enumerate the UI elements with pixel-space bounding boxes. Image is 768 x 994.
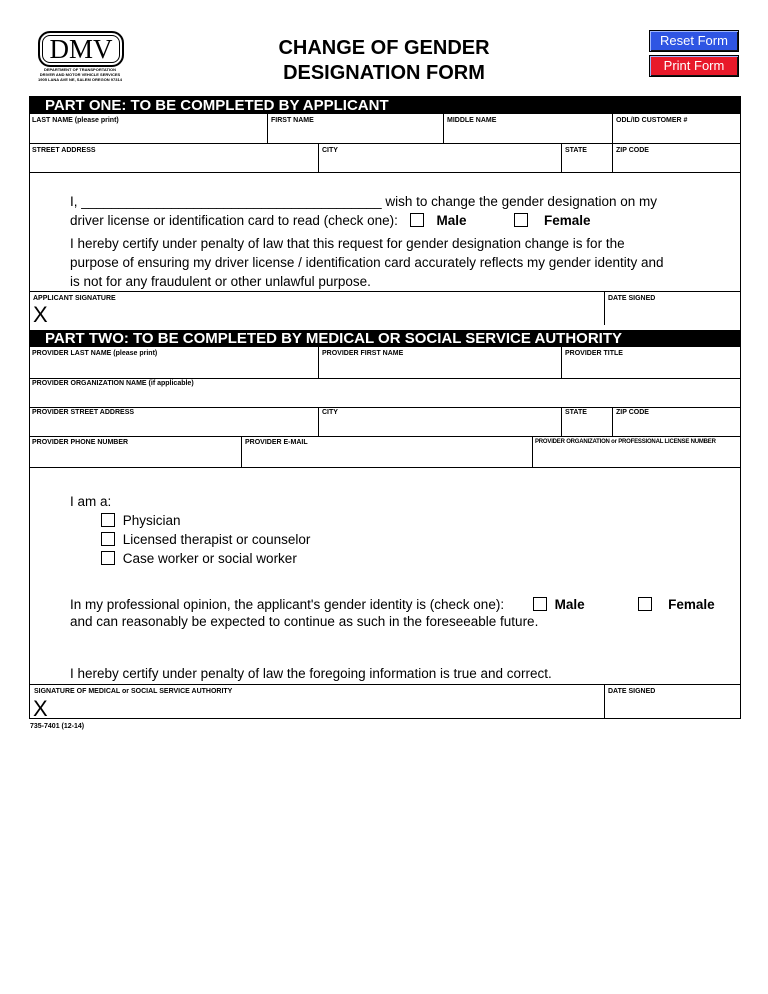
i-am-a-label: I am a: (70, 494, 112, 509)
gender-choice-line (70, 211, 591, 230)
city-field[interactable]: CITY (322, 147, 338, 154)
provider-city-field[interactable]: CITY (322, 409, 338, 416)
role-option-case-worker (101, 549, 297, 568)
opinion-continuation: and can reasonably be expected to continue as such in the foreseeable future. (70, 614, 539, 629)
logo-sub-line: DRIVER AND MOTOR VEHICLE SERVICES (39, 72, 121, 77)
first-name-field[interactable]: FIRST NAME (271, 117, 314, 124)
dmv-logo-address (30, 67, 130, 82)
form-number: 735-7401 (12-14) (30, 723, 85, 730)
divider (267, 114, 268, 143)
divider (612, 143, 613, 172)
opinion-text: In my professional opinion, the applicant's gender identity is (check one): (70, 597, 505, 612)
part-two-header: PART TWO: TO BE COMPLETED BY MEDICAL OR SOCIAL SERVICE AUTHORITY (29, 330, 741, 347)
applicant-date-signed-field[interactable]: DATE SIGNED (608, 295, 656, 302)
dmv-logo (30, 29, 130, 85)
gender-choice-text: driver license or identification card to read (check one): (70, 213, 398, 228)
reset-form-button[interactable]: Reset Form (649, 30, 739, 52)
divider (29, 172, 741, 173)
divider (318, 347, 319, 378)
provider-state-field[interactable]: STATE (565, 409, 587, 416)
divider (604, 684, 605, 719)
divider (29, 684, 741, 685)
provider-phone-field[interactable]: PROVIDER PHONE NUMBER (32, 439, 129, 446)
form-title-line2: DESIGNATION FORM (283, 62, 485, 84)
divider (604, 291, 605, 325)
divider (561, 407, 562, 436)
female-checkbox[interactable] (514, 213, 528, 227)
middle-name-field[interactable]: MIDDLE NAME (447, 117, 497, 124)
form-title (230, 36, 538, 86)
provider-street-address-field[interactable]: PROVIDER STREET ADDRESS (32, 409, 135, 416)
male-checkbox[interactable] (410, 213, 424, 227)
provider-first-name-field[interactable]: PROVIDER FIRST NAME (322, 350, 404, 357)
divider (612, 407, 613, 436)
physician-label: Physician (122, 513, 181, 528)
opinion-female-label: Female (668, 597, 715, 612)
divider (561, 143, 562, 172)
divider (318, 143, 319, 172)
applicant-signature-x: X (33, 302, 48, 327)
therapist-checkbox[interactable] (101, 532, 115, 546)
logo-sub-line: DEPARTMENT OF TRANSPORTATION (44, 67, 116, 72)
provider-email-field[interactable]: PROVIDER E-MAIL (245, 439, 308, 446)
divider (29, 291, 741, 292)
provider-license-number-field[interactable]: PROVIDER ORGANIZATION or PROFESSIONAL LICENSE NUMBER (535, 439, 716, 445)
divider (29, 143, 741, 144)
form-title-line1: CHANGE OF GENDER (278, 37, 490, 59)
part-one-header: PART ONE: TO BE COMPLETED BY APPLICANT (29, 97, 741, 114)
physician-checkbox[interactable] (101, 513, 115, 527)
last-name-field[interactable]: LAST NAME (please print) (32, 117, 119, 124)
therapist-label: Licensed therapist or counselor (122, 532, 311, 547)
street-address-field[interactable]: STREET ADDRESS (32, 147, 96, 154)
divider (612, 114, 613, 143)
dmv-logo-emblem (38, 31, 124, 67)
role-option-physician (101, 511, 181, 530)
certification-text: purpose of ensuring my driver license / identification card accurately reflects my gender identity and (70, 255, 664, 270)
dmv-logo-text: DMV (49, 34, 113, 64)
opinion-male-label: Male (554, 597, 585, 612)
divider (29, 467, 741, 468)
provider-last-name-field[interactable]: PROVIDER LAST NAME (please print) (32, 350, 158, 357)
logo-sub-line: 1905 LANA AVE NE, SALEM OREGON 97314 (38, 77, 122, 82)
opinion-male-checkbox[interactable] (533, 597, 547, 611)
male-label: Male (436, 213, 467, 228)
applicant-name-statement: I, ________________________________________ wish to change the gender designation on my (70, 194, 658, 209)
divider (241, 436, 242, 467)
state-field[interactable]: STATE (565, 147, 587, 154)
provider-title-field[interactable]: PROVIDER TITLE (565, 350, 623, 357)
certification-text: is not for any fraudulent or other unlawful purpose. (70, 274, 371, 289)
odl-id-field[interactable]: ODL/ID CUSTOMER # (616, 117, 688, 124)
divider (561, 347, 562, 378)
divider (532, 436, 533, 467)
applicant-signature-field[interactable]: APPLICANT SIGNATURE (33, 295, 116, 302)
case-worker-label: Case worker or social worker (122, 551, 297, 566)
print-form-button[interactable]: Print Form (649, 55, 739, 77)
divider (318, 407, 319, 436)
authority-signature-x: X (33, 696, 48, 721)
provider-organization-field[interactable]: PROVIDER ORGANIZATION NAME (if applicable) (32, 380, 194, 387)
authority-signature-field[interactable]: SIGNATURE OF MEDICAL or SOCIAL SERVICE AUTHORITY (34, 688, 233, 695)
authority-date-signed-field[interactable]: DATE SIGNED (608, 688, 656, 695)
divider (29, 436, 741, 437)
provider-zip-code-field[interactable]: ZIP CODE (616, 409, 649, 416)
zip-code-field[interactable]: ZIP CODE (616, 147, 649, 154)
provider-certification: I hereby certify under penalty of law the foregoing information is true and correct. (70, 666, 552, 681)
opinion-female-checkbox[interactable] (638, 597, 652, 611)
certification-text: I hereby certify under penalty of law that this request for gender designation change is for the (70, 236, 625, 251)
female-label: Female (544, 213, 591, 228)
divider (443, 114, 444, 143)
case-worker-checkbox[interactable] (101, 551, 115, 565)
role-option-therapist (101, 530, 310, 549)
